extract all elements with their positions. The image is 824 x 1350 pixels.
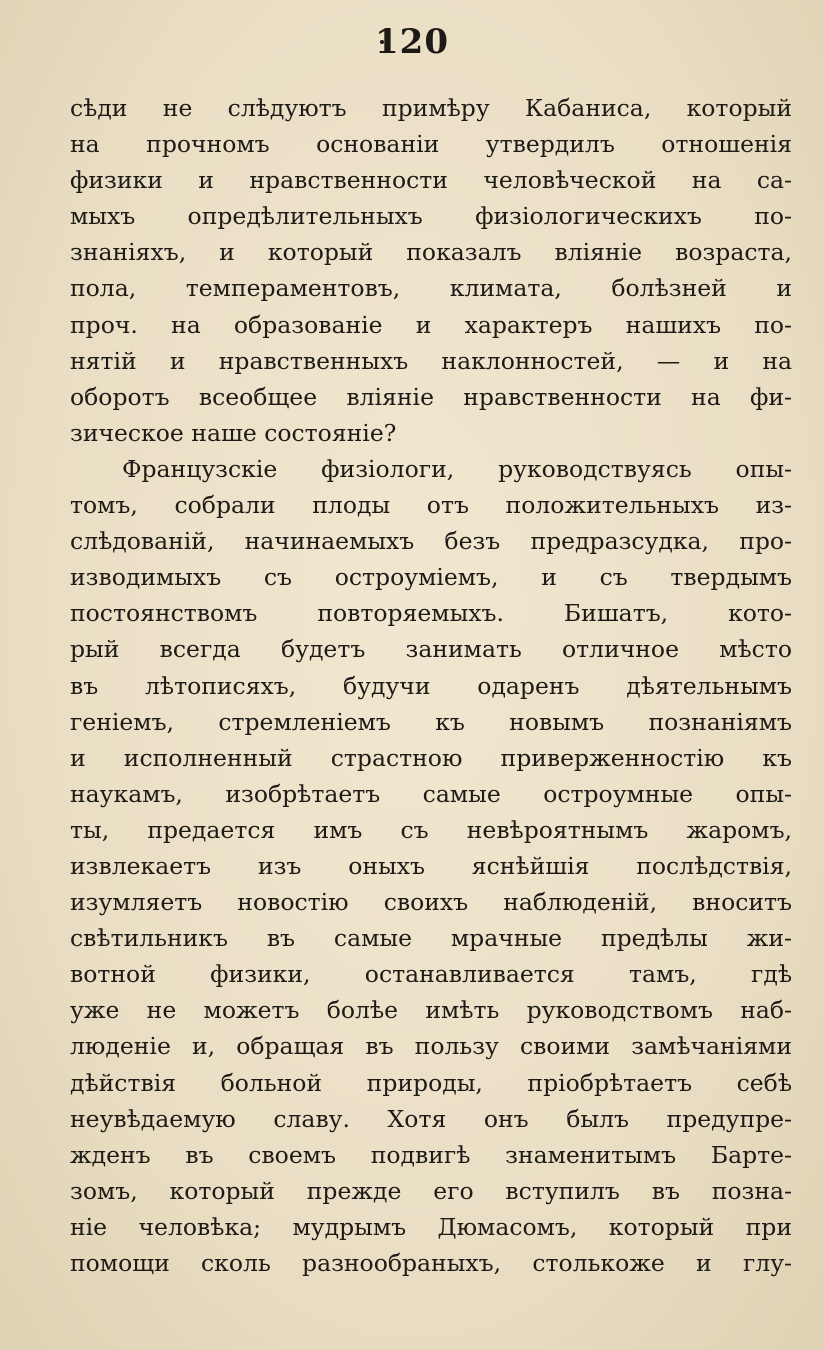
text-line: ты, предается имъ съ невѣроятнымъ жаромъ,	[70, 815, 792, 844]
text-line: свѣтильникъ въ самые мрачные предѣлы жи-	[70, 924, 792, 953]
text-line: и исполненный страстною приверженностiю къ	[70, 743, 792, 772]
text-line: на прочномъ основанiи утвердилъ отношенiя	[70, 130, 792, 159]
text-line: изводимыхъ съ остроумiемъ, и съ твердымъ	[70, 563, 792, 592]
text-line: томъ, собрали плоды отъ положительныхъ из-	[70, 491, 792, 520]
body-text	[70, 90, 792, 1281]
text-line: физики и нравственности человѣческой на са-	[70, 166, 792, 195]
text-line: знанiяхъ, и который показалъ влiянiе возраста,	[70, 238, 792, 267]
text-line: вотной физики, останавливается тамъ, гдѣ	[70, 960, 792, 989]
text-line: постоянствомъ повторяемыхъ. Бишатъ, кото-	[70, 599, 792, 628]
text-line: нятiй и нравственныхъ наклонностей, — и на	[70, 346, 792, 375]
text-line: жденъ въ своемъ подвигѣ знаменитымъ Барте-	[70, 1140, 792, 1169]
text-line: слѣдованiй, начинаемыхъ безъ предразсудка, про-	[70, 527, 792, 556]
text-line: сѣди не слѣдуютъ примѣру Кабаниса, который	[70, 94, 792, 122]
text-line: оборотъ всеобщее влiянiе нравственности на фи-	[70, 382, 792, 411]
text-line: уже не можетъ болѣе имѣть руководствомъ наб-	[70, 996, 792, 1025]
text-line: неувѣдаемую славу. Хотя онъ былъ предупре-	[70, 1104, 792, 1133]
text-line: рый всегда будетъ занимать отличное мѣсто	[70, 635, 792, 664]
text-line: зомъ, который прежде его вступилъ въ позна-	[70, 1176, 792, 1205]
text-line: наукамъ, изобрѣтаетъ самые остроумные опы-	[70, 779, 792, 808]
text-line: мыхъ опредѣлительныхъ физiологическихъ по-	[70, 202, 792, 231]
text-line: люденiе и, обращая въ пользу своими замѣчанiями	[70, 1032, 792, 1061]
page-number: 120	[375, 22, 449, 62]
text-line: извлекаетъ изъ оныхъ яснѣйшiя послѣдствiя,	[70, 851, 792, 880]
text-line: изумляетъ новостiю своихъ наблюденiй, вноситъ	[70, 888, 792, 917]
text-line: дѣйствiя больной природы, прiобрѣтаетъ себѣ	[70, 1068, 792, 1097]
paragraph-end-line: зическое наше состоянiе?	[70, 418, 397, 447]
text-line: помощи сколь разнообраныхъ, столькоже и глу-	[70, 1249, 792, 1277]
text-line: проч. на образованiе и характеръ нашихъ по-	[70, 310, 792, 339]
text-line: генiемъ, стремленiемъ къ новымъ познанiямъ	[70, 707, 792, 736]
text-line: въ лѣтописяхъ, будучи одаренъ дѣятельнымъ	[70, 671, 792, 700]
text-line: нiе человѣка; мудрымъ Дюмасомъ, который при	[70, 1212, 792, 1241]
text-line: пола, темпераментовъ, климата, болѣзней и	[70, 274, 792, 303]
paragraph-start-line: Французскiе физiологи, руководствуясь опы-	[122, 454, 792, 483]
